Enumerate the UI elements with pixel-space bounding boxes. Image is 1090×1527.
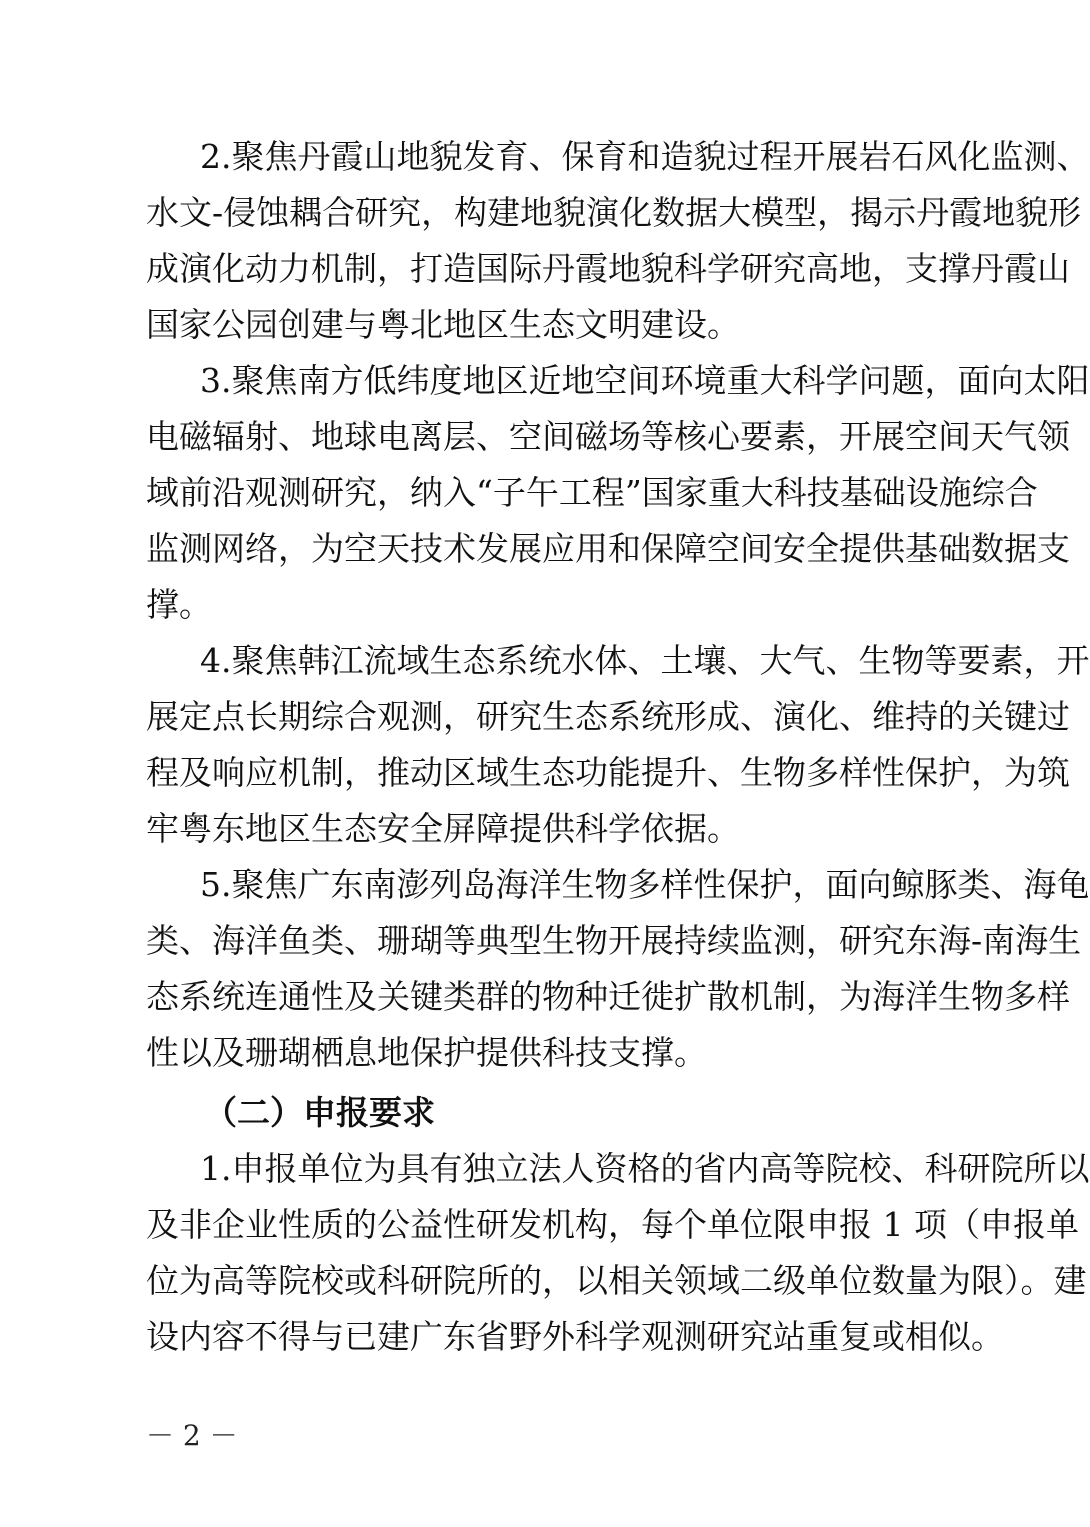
paragraph-line: 成演化动力机制，打造国际丹霞地貌科学研究高地，支撑丹霞山 (146, 249, 1070, 288)
paragraph-line: 态系统连通性及关键类群的物种迁徙扩散机制，为海洋生物多样 (146, 977, 1070, 1016)
paragraph-line: 性以及珊瑚栖息地保护提供科技支撑。 (146, 1033, 707, 1072)
paragraph-line: 3.聚焦南方低纬度地区近地空间环境重大科学问题，面向太阳 (200, 361, 1090, 400)
paragraph-line: 域前沿观测研究，纳入“子午工程”国家重大科技基础设施综合 (146, 473, 1038, 512)
paragraph-line: 4.聚焦韩江流域生态系统水体、土壤、大气、生物等要素，开 (200, 641, 1090, 680)
section-heading: （二）申报要求 (204, 1093, 435, 1132)
paragraph-line: 展定点长期综合观测，研究生态系统形成、演化、维持的关键过 (146, 697, 1070, 736)
paragraph-line: 位为高等院校或科研院所的，以相关领域二级单位数量为限）。建 (146, 1261, 1087, 1300)
paragraph-line: 电磁辐射、地球电离层、空间磁场等核心要素，开展空间天气领 (146, 417, 1070, 456)
paragraph-line: 1.申报单位为具有独立法人资格的省内高等院校、科研院所以 (200, 1149, 1090, 1188)
paragraph-line: 5.聚焦广东南澎列岛海洋生物多样性保护，面向鲸豚类、海龟 (200, 865, 1090, 904)
paragraph-line: 水文-侵蚀耦合研究，构建地貌演化数据大模型，揭示丹霞地貌形 (146, 193, 1082, 232)
paragraph-line: 撑。 (146, 585, 212, 624)
paragraph-line: 国家公园创建与粤北地区生态文明建设。 (146, 305, 740, 344)
paragraph-line: 及非企业性质的公益性研发机构，每个单位限申报 1 项（申报单 (146, 1205, 1079, 1244)
paragraph-line: 设内容不得与已建广东省野外科学观测研究站重复或相似。 (146, 1317, 1004, 1356)
page-number: － 2 － (146, 1419, 238, 1452)
paragraph-line: 监测网络，为空天技术发展应用和保障空间安全提供基础数据支 (146, 529, 1070, 568)
paragraph-line: 2.聚焦丹霞山地貌发育、保育和造貌过程开展岩石风化监测、 (200, 137, 1090, 176)
paragraph-line: 牢粤东地区生态安全屏障提供科学依据。 (146, 809, 740, 848)
paragraph-line: 类、海洋鱼类、珊瑚等典型生物开展持续监测，研究东海-南海生 (146, 921, 1082, 960)
paragraph-line: 程及响应机制，推动区域生态功能提升、生物多样性保护，为筑 (146, 753, 1070, 792)
